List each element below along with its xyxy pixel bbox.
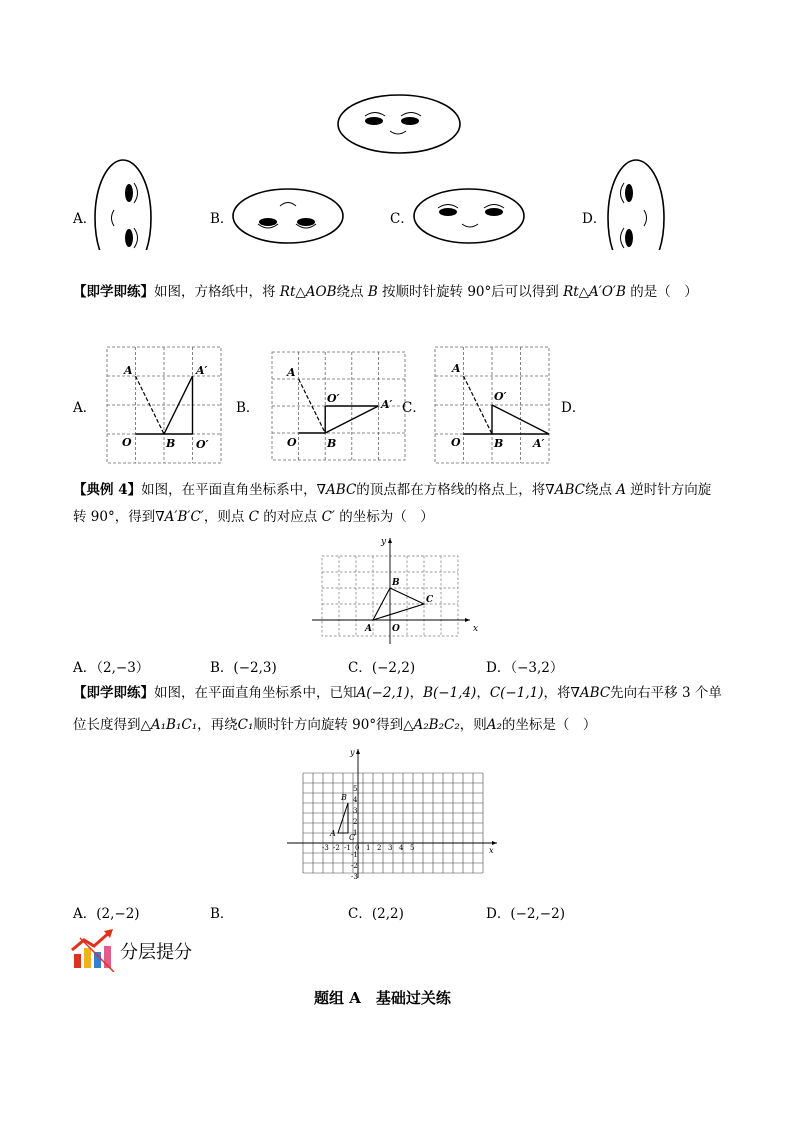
practice2-point-b: B(−1,4) [423,685,477,701]
y-tick-label: 3 [353,807,358,815]
practice2-option-d-value: (−2,−2) [510,906,565,922]
grid-option-c-label: C． [402,400,426,416]
x-tick-label: 5 [410,844,415,852]
practice2-option-b-letter: B． [210,906,234,922]
practice1-rt2: Rt [563,284,579,300]
x-tick-label: 4 [399,844,404,852]
example4-option-a[interactable] [73,656,149,676]
practice2-option-a-value: (2,−2) [96,906,140,922]
y-tick-label: 5 [353,785,358,793]
practice2-x-ticks [322,844,414,852]
x-tick-label: -2 [333,844,340,852]
grid-option-c [435,347,549,463]
practice2-y-ticks [351,785,358,880]
y-tick-label: 2 [353,818,358,826]
example4-text4: 逆时针方向旋 [626,482,712,498]
example4-abc: ∇ABC [316,482,357,498]
practice2-option-c-letter: C． [348,906,372,922]
grid-c-label-o1: O′ [494,390,507,403]
example4-text3: 绕点 [584,482,617,498]
practice2-point-c: C(−1,1) [489,685,544,701]
example4-option-b-value: (−2,3) [233,660,277,676]
grid-b-label-o: O [287,436,297,449]
practice2-point-a: A(−2,1) [356,685,410,701]
practice1-text1: 如图，方格纸中，将 [154,284,280,300]
example4-text1: 如图，在平面直角坐标系中， [141,482,317,498]
grid-b-label-o1: O′ [327,392,340,405]
example4-option-b[interactable] [210,656,277,676]
example4-y-label: y [381,537,387,547]
example4-label-c: C [426,595,434,605]
practice2-line2d: ，则 [459,717,487,733]
section-title: 分层提分 [120,942,192,963]
face-option-a-label: A． [73,211,97,227]
practice2-c1: C₁ [237,717,254,733]
example4-text2: 的顶点都在方格线的格点上，将 [356,482,546,498]
grid-option-d-label: D． [561,400,586,416]
example4-point-c: C [248,509,259,525]
practice2-line2e: 的坐标是（ ） [501,717,597,733]
face-option-c [414,189,524,243]
example4-x-label: x [473,624,479,634]
example4-line2b: ，则点 [203,509,249,525]
example4-line2a: 转 90°，得到 [73,509,156,525]
example4-question-line2 [73,507,434,527]
example4-label-o: O [392,624,400,634]
y-tick-label: 4 [353,796,358,804]
practice2-option-c[interactable] [348,902,404,922]
example4-coordinate-figure [310,532,490,644]
x-tick-label: -3 [322,844,329,852]
practice2-label-b: B [341,793,347,802]
practice1-text3: 按顺时针旋转 90°后可以得到 [377,284,564,300]
grid-option-a [107,347,221,463]
practice2-text1: 如图，在平面直角坐标系中，已知 [154,685,357,701]
group-title: 题组 A 基础过关练 [314,989,451,1007]
example4-option-d[interactable] [486,656,563,676]
example4-line2d: 的坐标为（ ） [335,509,434,525]
practice1-tri2: △ [578,284,590,300]
face-option-b-label: B． [210,211,234,227]
practice2-coordinate-figure [285,745,505,880]
example4-option-a-value: （2,−3） [96,660,150,676]
practice1-point-b: B [367,284,378,300]
grid-option-b-label: B． [236,400,260,416]
practice2-label-c: C [349,833,356,842]
example4-option-c-value: (−2,2) [371,660,416,676]
grid-a-label-b: B [166,437,176,450]
practice1-question [73,282,698,302]
face-option-a [95,160,151,250]
example4-abc2: ∇ABC [545,482,585,498]
example4-tag: 【典例 4】 [73,482,142,498]
face-option-b [233,189,343,243]
y-tick-label: 1 [353,829,358,837]
chart-growth-icon [70,928,118,972]
practice2-x-label: x [489,846,494,855]
practice2-text2: ，将 [543,685,571,701]
grid-b-label-b: B [327,437,337,450]
practice2-label-a: A [330,829,336,838]
practice2-abc: ∇ABC [570,685,611,701]
example4-option-d-value: （−3,2） [510,660,564,676]
grid-a-label-o1: O′ [196,438,209,451]
practice2-text3: 先向右平移 3 个单 [610,685,722,701]
practice1-rt1: Rt [279,284,296,300]
practice2-y-label: y [350,748,355,757]
grid-c-label-o: O [451,436,461,449]
example4-point-a: A [616,482,627,498]
example4-abc3: ∇A′B′C′ [155,509,204,525]
x-tick-label: -1 [344,844,351,852]
x-tick-label: 3 [388,844,393,852]
y-tick-label: -1 [351,851,358,859]
practice2-option-b[interactable] [210,902,233,922]
grid-a-label-a1: A′ [196,364,208,377]
example4-option-c-letter: C． [348,660,372,676]
practice2-line2b: ，再绕 [197,717,238,733]
x-tick-label: 0 [355,844,360,852]
example4-option-b-letter: B． [210,660,234,676]
grid-c-label-b: B [494,437,504,450]
practice2-option-d[interactable] [486,902,565,922]
example4-option-d-letter: D． [486,660,511,676]
y-tick-label: -2 [351,862,358,870]
practice1-text2: 绕点 [336,284,368,300]
practice2-tri2: △A₂B₂C₂ [403,717,460,733]
practice1-text4: 的是（ ） [625,284,698,300]
rotation-grids-figure [0,330,794,470]
example4-label-a: A [365,624,372,634]
original-face [338,95,460,153]
practice2-a2: A₂ [486,717,502,733]
face-option-d-label: D． [582,211,607,227]
grid-c-label-a: A [452,362,461,375]
example4-question-line1 [73,480,711,500]
practice2-question-line2 [73,715,596,735]
grid-a-label-o: O [122,436,132,449]
practice2-question-line1 [73,683,722,703]
face-option-d [608,160,664,250]
practice1-tri1: △ [295,284,306,300]
x-tick-label: 1 [366,844,371,852]
practice2-option-a[interactable] [73,902,140,922]
practice1-name1: AOB [305,284,337,300]
example4-option-a-letter: A． [73,660,97,676]
practice2-sep1: ， [409,685,424,701]
grid-c-label-a1: A′ [533,437,545,450]
example4-point-c1: C′ [321,509,335,525]
practice2-option-d-letter: D． [486,906,511,922]
practice1-name2: A′O′B [589,284,626,300]
y-tick-label: -3 [351,873,358,880]
practice2-tri1: △A₁B₁C₁ [140,717,198,733]
practice2-sep2: ， [476,685,490,701]
practice1-tag: 【即学即练】 [73,284,154,300]
grid-option-b [272,352,405,460]
grid-option-a-label: A． [73,400,97,416]
x-tick-label: 2 [377,844,382,852]
practice2-grid [303,773,483,873]
grid-b-label-a1: A′ [381,398,393,411]
practice2-option-a-letter: A． [73,906,97,922]
practice2-line2c: 顺时针方向旋转 90°得到 [253,717,404,733]
example4-label-b: B [392,578,400,588]
face-option-c-label: C． [390,211,414,227]
example4-line2c: 的对应点 [259,509,322,525]
practice2-tag: 【即学即练】 [73,685,154,701]
practice2-option-c-value: (2,2) [371,906,404,922]
grid-a-label-a: A [124,364,133,377]
practice2-line2a: 位长度得到 [73,717,141,733]
example4-option-c[interactable] [348,656,415,676]
grid-b-label-a: A [287,366,296,379]
